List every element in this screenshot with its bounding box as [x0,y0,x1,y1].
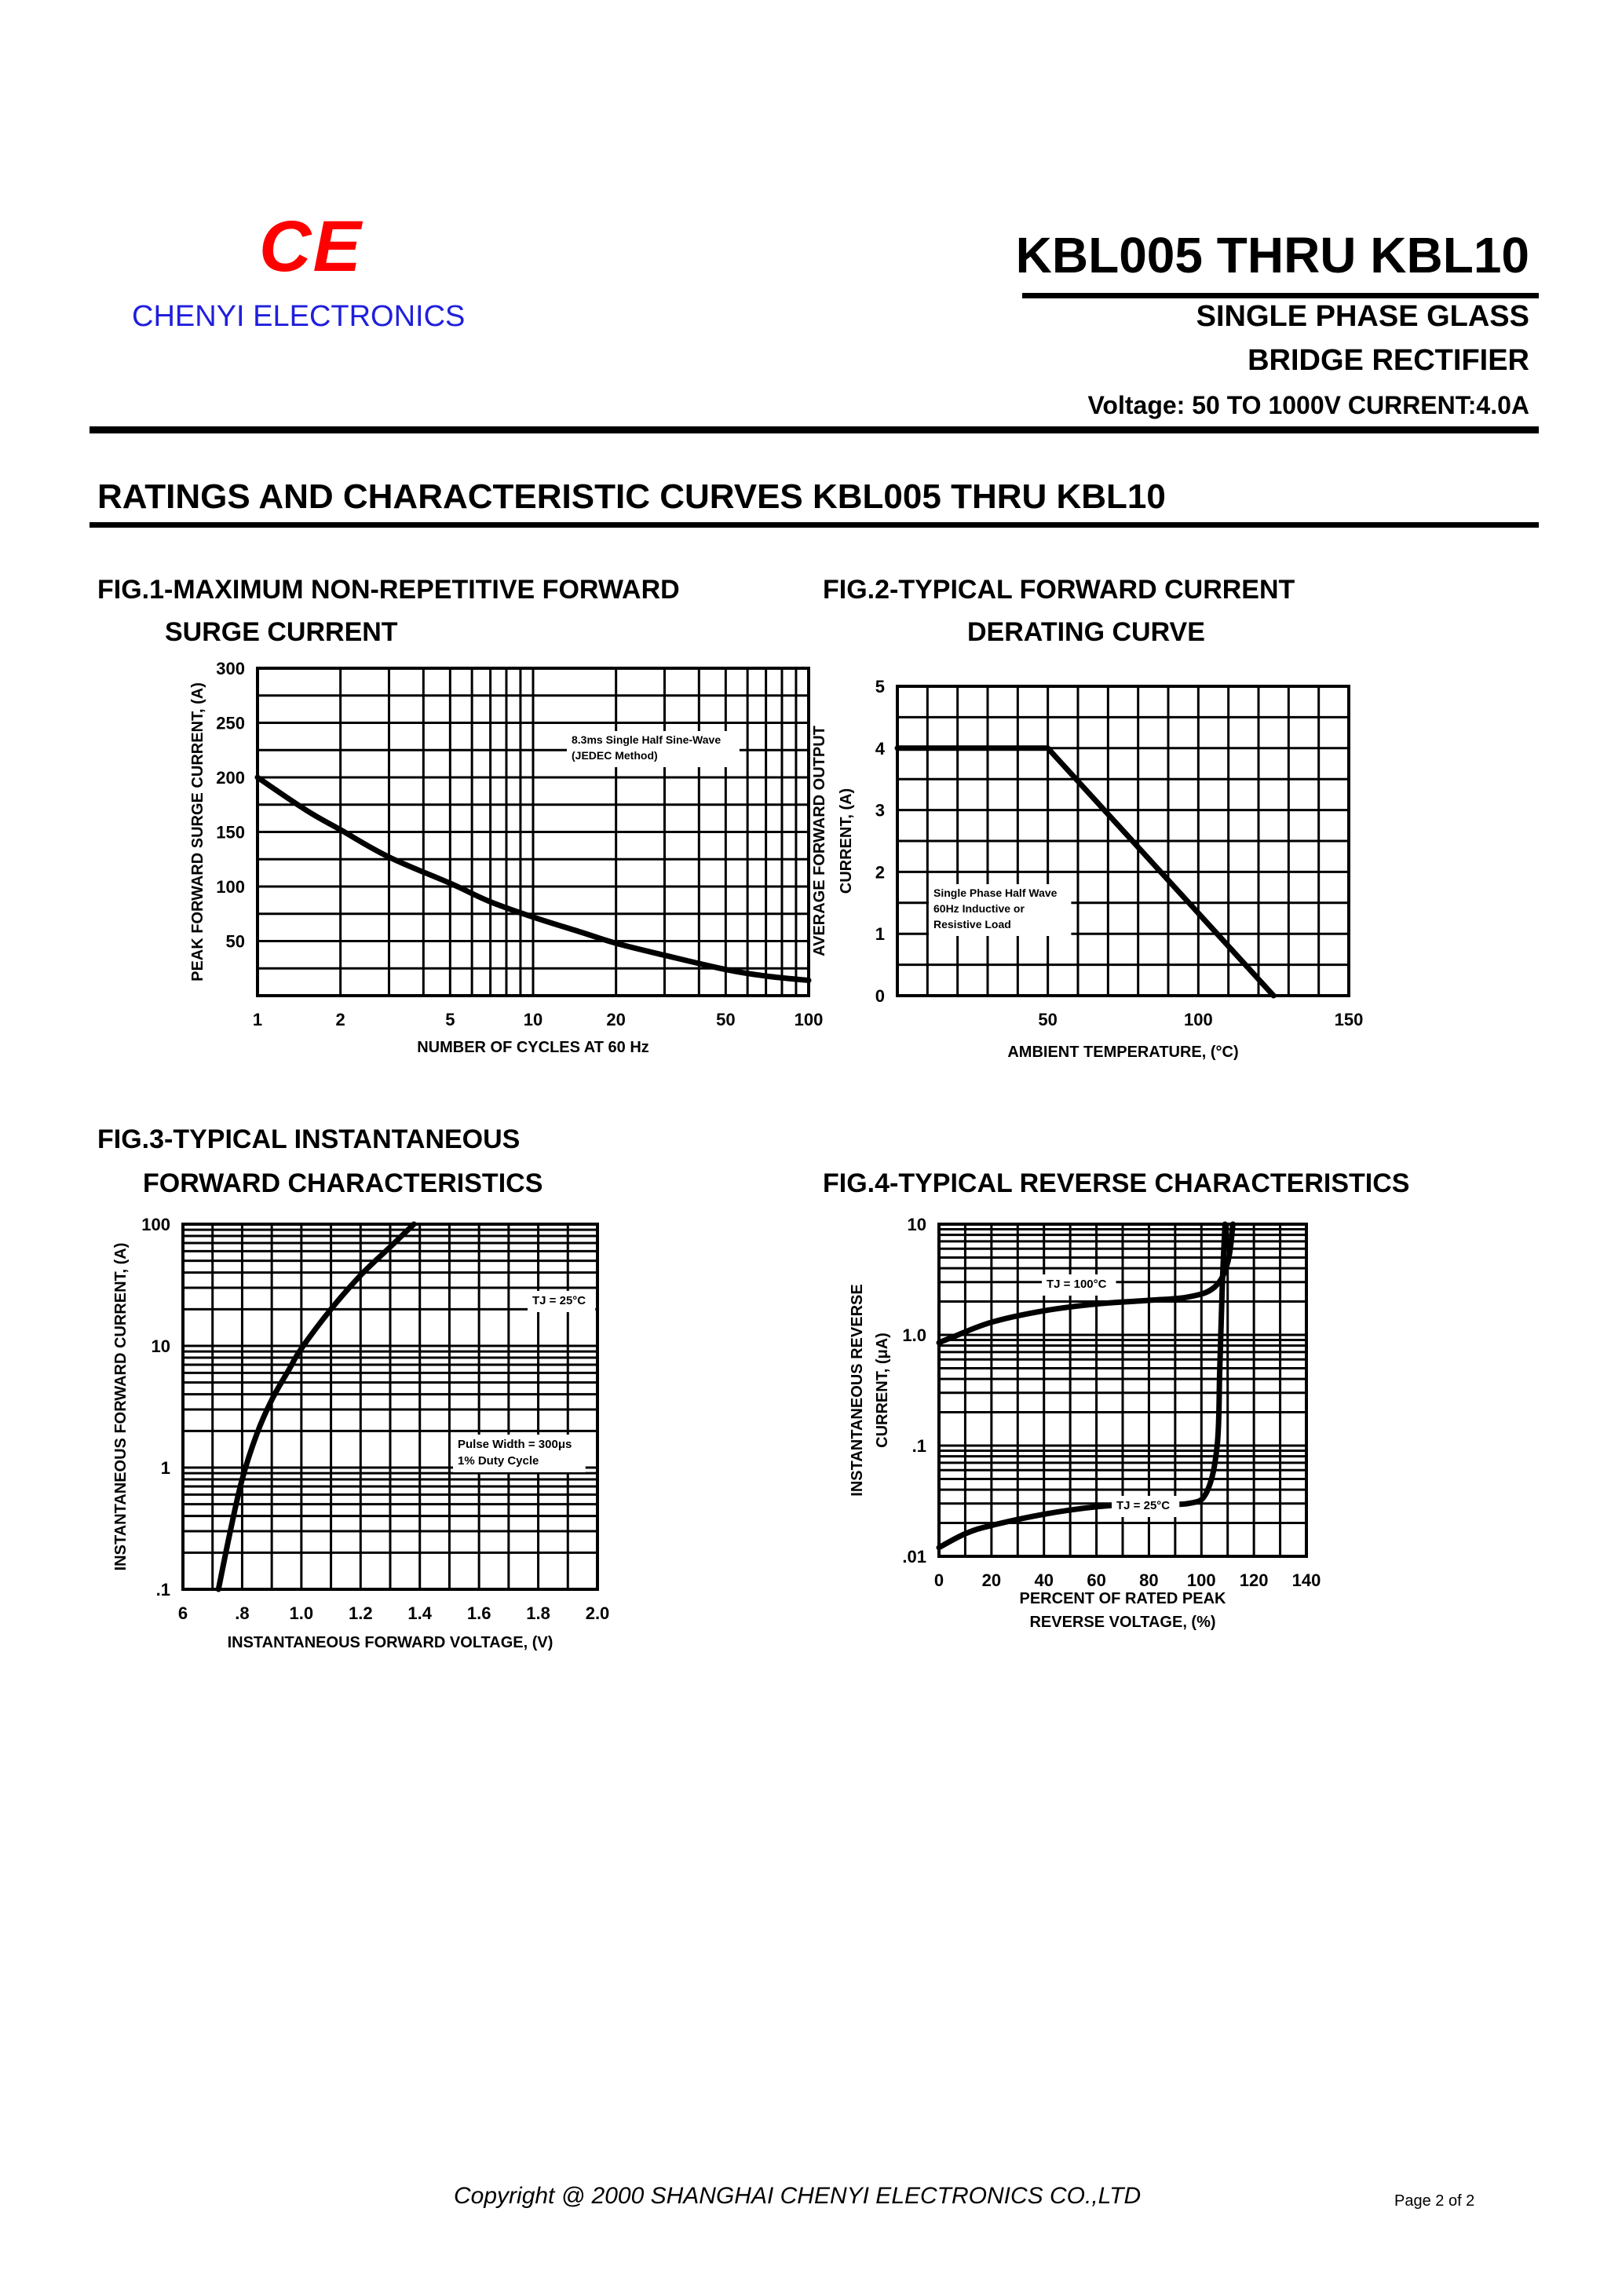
x-tick-label: 1.6 [466,1603,491,1623]
y-tick-label: .01 [902,1547,926,1567]
x-tick-label: 0 [933,1570,944,1590]
y-tick-label: 1 [160,1458,170,1478]
x-tick-label: 140 [1291,1570,1321,1590]
y-tick-label: 200 [216,768,245,788]
fig2-annotation: Single Phase Half Wave [933,887,1058,899]
fig3-tj-label: TJ = 25°C [532,1294,586,1307]
y-tick-label: 50 [225,931,245,952]
y-tick-label: 300 [216,659,245,678]
x-tick-label: 80 [1139,1570,1159,1590]
company-name: CHENYI ELECTRONICS [132,300,466,333]
fig3-pulse-annotation: 1% Duty Cycle [458,1454,539,1468]
fig1-annotation: 8.3ms Single Half Sine-Wave [572,733,721,746]
fig2-annotation: Resistive Load [933,918,1011,930]
fig1-chart [189,659,823,1056]
fig2-chart [811,677,1363,1061]
x-tick-label: 120 [1239,1570,1269,1590]
fig3-title-line2: FORWARD CHARACTERISTICS [143,1168,543,1198]
fig4-tj100-label: TJ = 100°C [1047,1278,1107,1291]
y-tick-label: 4 [875,738,885,759]
fig3-series-0-line [218,1224,414,1589]
y-tick-label: 1 [875,924,885,945]
fig4-title-line1: FIG.4-TYPICAL REVERSE CHARACTERISTICS [823,1168,1410,1198]
x-tick-label: 1.2 [348,1603,373,1623]
x-axis-label: PERCENT OF RATED PEAK [1019,1590,1226,1607]
x-tick-label: 1.0 [289,1603,314,1623]
x-tick-label: 2.0 [585,1603,610,1623]
y-axis-label-line2: CURRENT, (A) [838,788,855,894]
y-tick-label: 0 [875,986,885,1006]
section-title: RATINGS AND CHARACTERISTIC CURVES KBL005 THRU KBL10 [97,477,1166,516]
x-tick-label: 20 [981,1570,1002,1590]
y-tick-label: 5 [875,677,885,696]
x-tick-label: 20 [606,1010,626,1029]
y-tick-label: 10 [907,1215,926,1234]
y-tick-label: 3 [875,800,885,821]
y-axis-label: PEAK FORWARD SURGE CURRENT, (A) [189,682,206,982]
x-tick-label: 10 [523,1010,543,1029]
x-tick-label: 6 [177,1603,188,1623]
company-logo: CE [259,207,363,287]
x-tick-label: 50 [1038,1010,1058,1029]
y-axis-label-line2: CURRENT, (μA) [874,1333,891,1448]
fig4-series-1-line [939,1224,1225,1548]
x-axis-label: NUMBER OF CYCLES AT 60 Hz [417,1039,649,1056]
fig2-title-line2: DERATING CURVE [967,617,1205,647]
fig1-annotation: (JEDEC Method) [572,749,658,762]
x-axis-label: AMBIENT TEMPERATURE, (°C) [1007,1044,1239,1061]
fig3-pulse-annotation: Pulse Width = 300μs [458,1438,572,1451]
subtitle-line-2: BRIDGE RECTIFIER [1248,344,1529,377]
x-tick-label: 60 [1087,1570,1106,1590]
x-tick-label: 100 [1186,1570,1216,1590]
y-tick-label: 1.0 [902,1325,926,1345]
x-tick-label: 150 [1334,1010,1364,1029]
fig2-title-line1: FIG.2-TYPICAL FORWARD CURRENT [823,575,1295,605]
y-axis-label: INSTANTANEOUS REVERSE [849,1284,866,1497]
x-tick-label: .8 [235,1603,250,1623]
subtitle-line-1: SINGLE PHASE GLASS [1196,300,1529,333]
y-tick-label: 10 [151,1336,170,1356]
fig3-chart [112,1215,609,1651]
y-tick-label: 250 [216,713,245,733]
page-number: Page 2 of 2 [1394,2192,1475,2210]
y-tick-label: 100 [141,1215,170,1234]
fig4-chart [849,1215,1321,1631]
fig1-title-line2: SURGE CURRENT [165,617,398,647]
x-tick-label: 5 [445,1010,455,1029]
copyright: Copyright @ 2000 SHANGHAI CHENYI ELECTRONICS CO.,LTD [454,2183,1142,2209]
fig2-annotation: 60Hz Inductive or [933,902,1025,915]
x-axis-label: INSTANTANEOUS FORWARD VOLTAGE, (V) [227,1634,553,1651]
y-tick-label: 150 [216,822,245,843]
y-tick-label: 100 [216,877,245,897]
x-tick-label: 1.8 [526,1603,550,1623]
y-tick-label: 2 [875,862,885,883]
x-tick-label: 100 [794,1010,824,1029]
fig1-title-line1: FIG.1-MAXIMUM NON-REPETITIVE FORWARD [97,575,680,605]
y-tick-label: .1 [155,1580,170,1600]
fig4-tj25-label: TJ = 25°C [1116,1499,1171,1512]
x-axis-label-line2: REVERSE VOLTAGE, (%) [1029,1614,1216,1631]
y-axis-label: INSTANTANEOUS FORWARD CURRENT, (A) [112,1242,130,1571]
x-tick-label: 100 [1183,1010,1213,1029]
x-tick-label: 1 [252,1010,263,1029]
y-axis-label: AVERAGE FORWARD OUTPUT [811,726,828,956]
part-title: KBL005 THRU KBL10 [1015,227,1529,283]
x-tick-label: 50 [716,1010,736,1029]
ratings-line: Voltage: 50 TO 1000V CURRENT:4.0A [1087,391,1529,419]
y-tick-label: .1 [911,1436,926,1456]
x-tick-label: 40 [1034,1570,1054,1590]
x-tick-label: 1.4 [407,1603,433,1623]
x-tick-label: 2 [335,1010,345,1029]
fig3-title-line1: FIG.3-TYPICAL INSTANTANEOUS [97,1124,521,1154]
